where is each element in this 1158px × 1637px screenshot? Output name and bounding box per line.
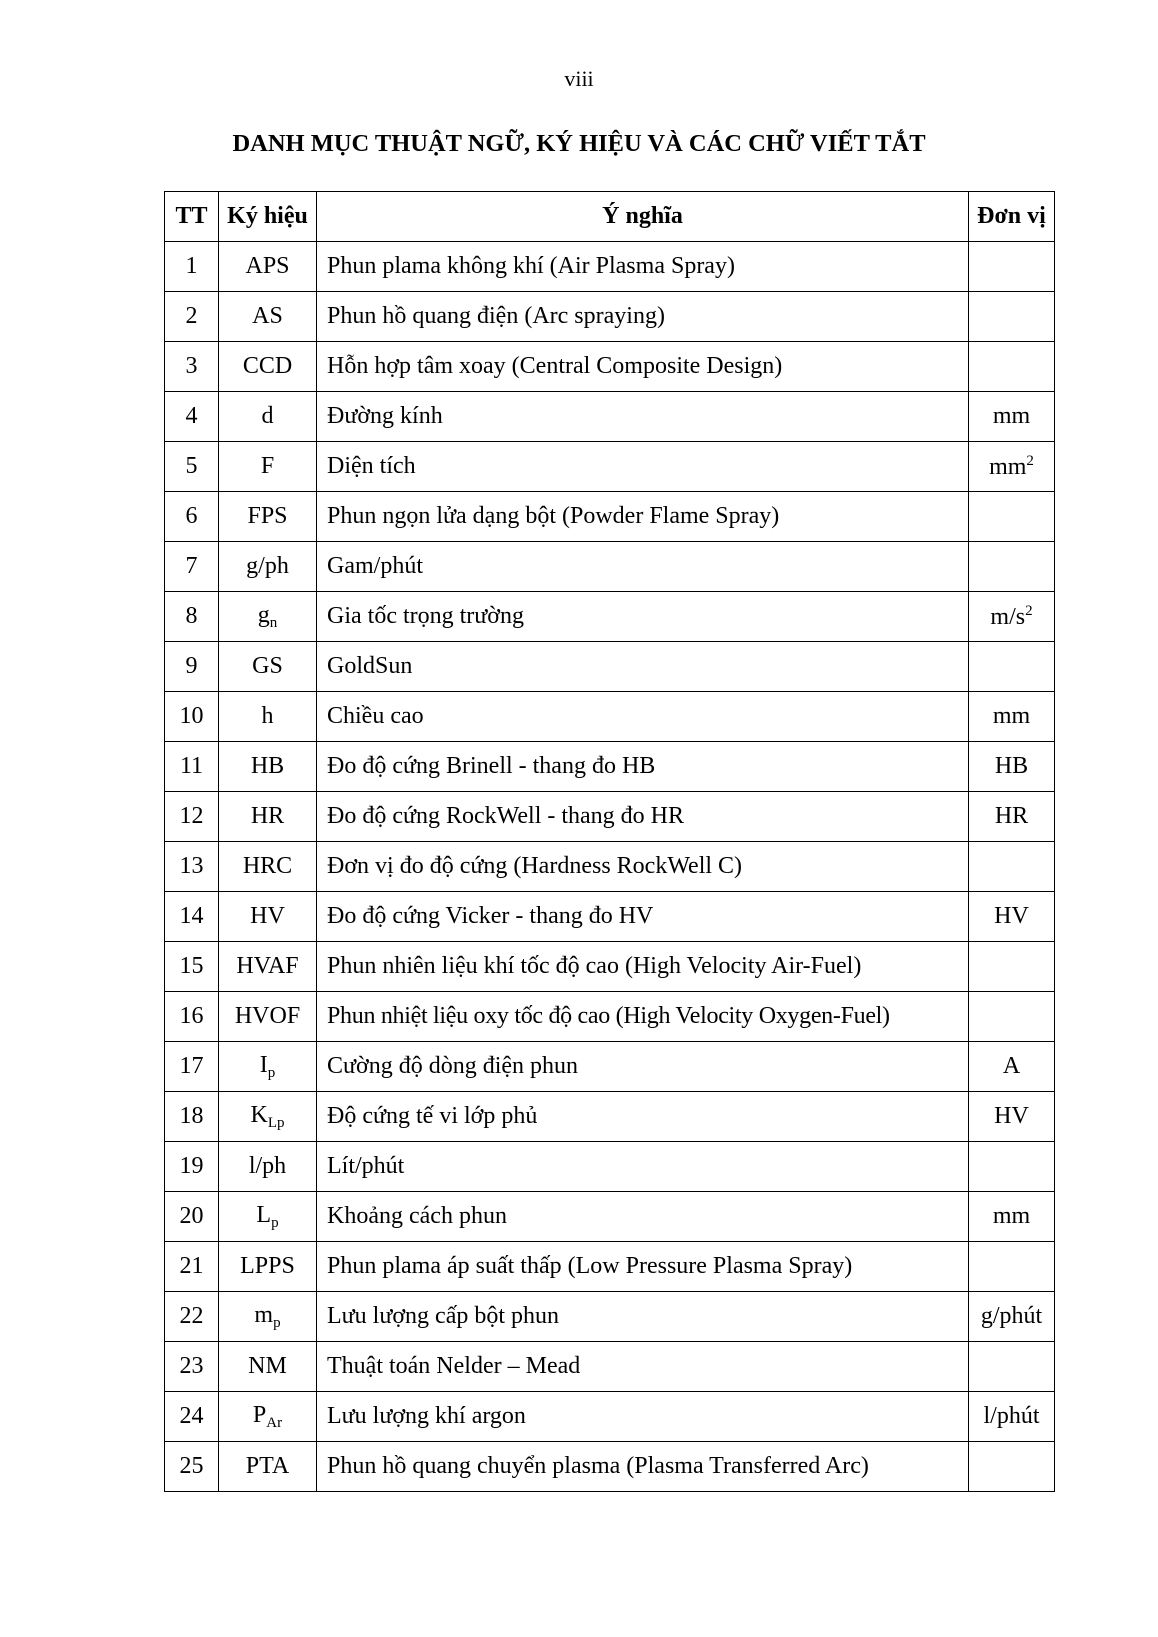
page-number: viii	[564, 66, 594, 91]
row-number: 13	[165, 842, 219, 892]
meaning-cell: Phun nhiệt liệu oxy tốc độ cao (High Velocity Oxygen-Fuel)	[317, 992, 969, 1042]
table-row	[165, 492, 1055, 542]
symbol-cell	[219, 1392, 317, 1442]
meaning-cell: Phun nhiên liệu khí tốc độ cao (High Velocity Air-Fuel)	[317, 942, 969, 992]
meaning-cell: Gam/phút	[317, 542, 969, 592]
table-row	[165, 442, 1055, 492]
symbol-text: LPPS	[240, 1253, 295, 1279]
table-row	[165, 1192, 1055, 1242]
symbol-cell	[219, 942, 317, 992]
unit-text: mm	[992, 403, 1031, 429]
symbol-cell	[219, 292, 317, 342]
table-row	[165, 842, 1055, 892]
symbol-text: g/ph	[246, 553, 289, 579]
symbol-text: L	[256, 1201, 272, 1228]
meaning-cell: Phun hồ quang chuyển plasma (Plasma Transferred Arc)	[317, 1442, 969, 1492]
table-row	[165, 1142, 1055, 1192]
symbol-subscript: n	[269, 614, 278, 631]
symbol-cell	[219, 1342, 317, 1392]
symbol-cell	[219, 342, 317, 392]
table-row	[165, 1292, 1055, 1342]
symbol-cell	[219, 692, 317, 742]
symbol-subscript: p	[271, 1214, 279, 1231]
symbol-cell	[219, 842, 317, 892]
row-number: 18	[165, 1092, 219, 1142]
unit-text: HB	[994, 753, 1029, 779]
page-title: DANH MỤC THUẬT NGỮ, KÝ HIỆU VÀ CÁC CHỮ VIẾT TẮT	[232, 130, 926, 157]
symbol-text: FPS	[247, 503, 288, 529]
meaning-cell: GoldSun	[317, 642, 969, 692]
row-number: 19	[165, 1142, 219, 1192]
symbol-text: HRC	[242, 853, 293, 879]
unit-text: mm	[992, 1203, 1031, 1229]
unit-cell	[969, 1392, 1055, 1442]
header-symbol: Ký hiệu	[219, 192, 317, 242]
symbol-cell	[219, 1242, 317, 1292]
row-number: 14	[165, 892, 219, 942]
meaning-cell: Khoảng cách phun	[317, 1192, 969, 1242]
symbol-subscript: Lp	[267, 1114, 285, 1131]
table-row	[165, 342, 1055, 392]
unit-cell	[969, 692, 1055, 742]
row-number: 20	[165, 1192, 219, 1242]
unit-cell	[969, 342, 1055, 392]
row-number: 3	[165, 342, 219, 392]
symbol-text: h	[261, 703, 274, 729]
meaning-cell: Phun hồ quang điện (Arc spraying)	[317, 292, 969, 342]
row-number: 2	[165, 292, 219, 342]
table-header-row	[165, 192, 1055, 242]
symbol-cell	[219, 592, 317, 642]
symbol-text: HV	[250, 903, 285, 929]
symbol-text: g	[257, 601, 270, 628]
row-number: 6	[165, 492, 219, 542]
unit-cell	[969, 842, 1055, 892]
row-number: 11	[165, 742, 219, 792]
table-row	[165, 642, 1055, 692]
symbol-text: d	[261, 403, 274, 429]
unit-cell	[969, 1092, 1055, 1142]
unit-cell	[969, 392, 1055, 442]
glossary-table	[164, 191, 1055, 1492]
symbol-text: APS	[245, 253, 290, 279]
symbol-text: HB	[250, 753, 285, 779]
symbol-text: HR	[250, 803, 285, 829]
meaning-cell: Đo độ cứng Brinell - thang đo HB	[317, 742, 969, 792]
symbol-text: HVAF	[236, 953, 299, 979]
meaning-cell: Cường độ dòng điện phun	[317, 1042, 969, 1092]
unit-text: HV	[994, 1103, 1029, 1129]
table-row	[165, 942, 1055, 992]
unit-cell	[969, 892, 1055, 942]
symbol-subscript: p	[273, 1314, 281, 1331]
symbol-cell	[219, 792, 317, 842]
table-row	[165, 792, 1055, 842]
symbol-cell	[219, 1292, 317, 1342]
table-row	[165, 1392, 1055, 1442]
meaning-cell: Lưu lượng cấp bột phun	[317, 1292, 969, 1342]
unit-superscript: 2	[1026, 452, 1034, 469]
symbol-cell	[219, 1042, 317, 1092]
unit-text: g/phút	[980, 1303, 1043, 1329]
row-number: 4	[165, 392, 219, 442]
symbol-cell	[219, 1092, 317, 1142]
symbol-text: m	[254, 1301, 274, 1328]
row-number: 1	[165, 242, 219, 292]
meaning-cell: Lưu lượng khí argon	[317, 1392, 969, 1442]
unit-text: HR	[994, 803, 1029, 829]
table-row	[165, 1342, 1055, 1392]
table-row	[165, 542, 1055, 592]
table-row	[165, 392, 1055, 442]
row-number: 17	[165, 1042, 219, 1092]
meaning-cell: Phun plama không khí (Air Plasma Spray)	[317, 242, 969, 292]
unit-text: mm	[989, 453, 1027, 480]
meaning-cell: Chiều cao	[317, 692, 969, 742]
unit-superscript: 2	[1025, 602, 1033, 619]
row-number: 5	[165, 442, 219, 492]
symbol-cell	[219, 442, 317, 492]
symbol-cell	[219, 542, 317, 592]
symbol-text: P	[252, 1401, 267, 1428]
header-unit: Đơn vị	[969, 192, 1055, 242]
unit-cell	[969, 792, 1055, 842]
symbol-cell	[219, 1442, 317, 1492]
meaning-cell: Đo độ cứng Vicker - thang đo HV	[317, 892, 969, 942]
symbol-cell	[219, 242, 317, 292]
symbol-cell	[219, 642, 317, 692]
symbol-cell	[219, 492, 317, 542]
symbol-text: HVOF	[234, 1003, 301, 1029]
row-number: 7	[165, 542, 219, 592]
table-row	[165, 892, 1055, 942]
unit-text: mm	[992, 703, 1031, 729]
symbol-cell	[219, 392, 317, 442]
meaning-cell: Gia tốc trọng trường	[317, 592, 969, 642]
meaning-cell: Đo độ cứng RockWell - thang đo HR	[317, 792, 969, 842]
symbol-subscript: p	[267, 1064, 276, 1081]
meaning-cell: Phun plama áp suất thấp (Low Pressure Plasma Spray)	[317, 1242, 969, 1292]
meaning-cell: Diện tích	[317, 442, 969, 492]
table-row	[165, 742, 1055, 792]
unit-cell	[969, 1192, 1055, 1242]
unit-text: A	[1002, 1053, 1021, 1079]
unit-cell	[969, 1042, 1055, 1092]
row-number: 24	[165, 1392, 219, 1442]
table-row	[165, 292, 1055, 342]
symbol-text: CCD	[242, 353, 293, 379]
meaning-cell: Lít/phút	[317, 1142, 969, 1192]
symbol-text: NM	[248, 1353, 287, 1379]
meaning-cell: Thuật toán Nelder – Mead	[317, 1342, 969, 1392]
symbol-text: GS	[252, 653, 283, 679]
symbol-text: F	[260, 453, 275, 479]
row-number: 10	[165, 692, 219, 742]
row-number: 8	[165, 592, 219, 642]
unit-cell	[969, 292, 1055, 342]
unit-cell	[969, 1342, 1055, 1392]
unit-cell	[969, 1142, 1055, 1192]
unit-cell	[969, 742, 1055, 792]
table-row	[165, 242, 1055, 292]
symbol-cell	[219, 1142, 317, 1192]
header-meaning: Ý nghĩa	[317, 192, 969, 242]
table-row	[165, 1092, 1055, 1142]
symbol-text: PTA	[245, 1453, 290, 1479]
unit-cell	[969, 242, 1055, 292]
meaning-cell: Đơn vị đo độ cứng (Hardness RockWell C)	[317, 842, 969, 892]
meaning-cell: Phun ngọn lửa dạng bột (Powder Flame Spray)	[317, 492, 969, 542]
unit-text: m/s	[990, 603, 1026, 630]
header-tt: TT	[165, 192, 219, 242]
unit-cell	[969, 1242, 1055, 1292]
symbol-cell	[219, 1192, 317, 1242]
unit-cell	[969, 942, 1055, 992]
unit-cell	[969, 1442, 1055, 1492]
table-row	[165, 1442, 1055, 1492]
symbol-text: I	[259, 1051, 268, 1078]
meaning-cell: Độ cứng tế vi lớp phủ	[317, 1092, 969, 1142]
symbol-text: l/ph	[248, 1153, 287, 1179]
row-number: 22	[165, 1292, 219, 1342]
unit-cell	[969, 992, 1055, 1042]
row-number: 21	[165, 1242, 219, 1292]
table-row	[165, 592, 1055, 642]
unit-cell	[969, 1292, 1055, 1342]
row-number: 9	[165, 642, 219, 692]
meaning-cell: Hỗn hợp tâm xoay (Central Composite Design)	[317, 342, 969, 392]
table-row	[165, 992, 1055, 1042]
table-row	[165, 692, 1055, 742]
unit-cell	[969, 642, 1055, 692]
symbol-subscript: Ar	[266, 1414, 283, 1431]
row-number: 16	[165, 992, 219, 1042]
unit-cell	[969, 592, 1055, 642]
table-body	[165, 242, 1055, 1492]
symbol-text: K	[250, 1101, 268, 1128]
unit-cell	[969, 542, 1055, 592]
row-number: 15	[165, 942, 219, 992]
table-row	[165, 1042, 1055, 1092]
unit-cell	[969, 442, 1055, 492]
row-number: 25	[165, 1442, 219, 1492]
unit-text: HV	[994, 903, 1029, 929]
symbol-cell	[219, 892, 317, 942]
symbol-cell	[219, 992, 317, 1042]
table-row	[165, 1242, 1055, 1292]
row-number: 23	[165, 1342, 219, 1392]
symbol-cell	[219, 742, 317, 792]
row-number: 12	[165, 792, 219, 842]
symbol-text: AS	[252, 303, 283, 329]
unit-cell	[969, 492, 1055, 542]
unit-text: l/phút	[983, 1403, 1040, 1429]
meaning-cell: Đường kính	[317, 392, 969, 442]
